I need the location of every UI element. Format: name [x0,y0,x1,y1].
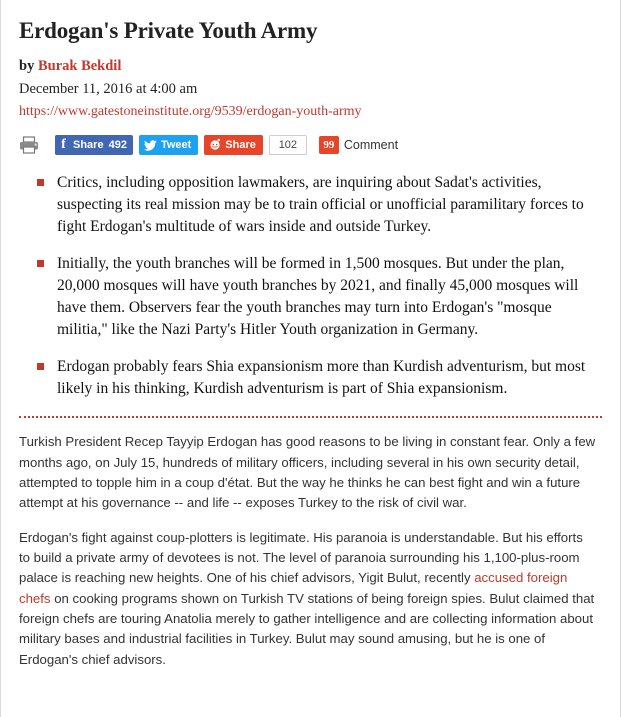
twitter-tweet-button[interactable] [139,135,198,155]
facebook-share-count: 492 [108,139,127,152]
body-paragraph-2-text-start: Erdogan's fight against coup-plotters is legitimate. His paranoia is understandable. But his efforts to build a private army of devotees is not. The level of paranoia surrounding his 1,100-plus-room palace is reaching new heights. One of his chief advisors, Yigit Bulut, recently [19,529,583,586]
twitter-bird-icon [144,140,157,151]
body-paragraph-2 [19,528,596,670]
list-item: Erdogan probably fears Shia expansionism more than Kurdish adventurism, but most likely in his thinking, Kurdish adventurism is part of Shia expansionism. [35,356,594,400]
comment-icon: 99 [319,136,339,154]
comment-group[interactable] [319,136,398,154]
permalink-url[interactable]: https://www.gatestoneinstitute.org/9539/erdogan-youth-army [19,104,362,120]
body-paragraph-1: Turkish President Recep Tayyip Erdogan has good reasons to be living in constant fear. Only a few months ago, on July 15, hundreds of military officers, including several in his own security detail, attempted to topple him in a coup d'état. But the way he thinks he can best fight and win a future attempt at his governance -- and life -- exposes Turkey to the risk of civil war. [19,434,596,511]
page-title: Erdogan's Private Youth Army [19,18,318,43]
facebook-share-label: Share [73,139,104,152]
author-link[interactable]: Burak Bekdil [37,58,122,75]
list-item: Initially, the youth branches will be formed in 1,500 mosques. But under the plan, 20,000 mosques will have youth branches by 2021, and finally 45,000 mosques will have them. Observers fear the youth branches may turn into Erdogan's "mosque militia," like the Nazi Party's Hitler Youth organization in Germany. [35,253,594,341]
accused-foreign-chefs-link[interactable]: accused foreign chefs [19,570,568,606]
reddit-share-count: 102 [269,135,307,155]
reddit-icon [209,138,221,153]
comment-label: Comment [343,138,399,153]
facebook-icon: f [55,135,72,155]
facebook-share-button[interactable] [55,135,133,155]
body-paragraph-2-text-end: on cooking programs shown on Turkish TV stations of being foreign spies. Bulut claimed that foreign chefs are touring Anatolia merely to gather intelligence and are collecting information about military bases and industrial facilities in Turkey. Bulut may sound amusing, but he is one of Erdogan's chief advisors. [19,590,595,667]
publish-date: December 11, 2016 at 4:00 am [19,81,198,98]
article-container [1,0,620,670]
reddit-share-label: Share [225,139,256,152]
share-bar [19,134,602,156]
reddit-share-button[interactable] [204,135,263,155]
byline-prefix: by [19,58,35,75]
section-divider [19,416,602,418]
summary-list [19,172,602,400]
list-item: Critics, including opposition lawmakers, are inquiring about Sadat's activities, suspecting its real mission may be to train official or unofficial paramilitary forces to fight Erdogan's multitude of wars inside and outside Turkey. [35,172,594,238]
twitter-tweet-label: Tweet [160,139,192,152]
printer-icon[interactable] [19,136,39,154]
byline [19,58,602,75]
